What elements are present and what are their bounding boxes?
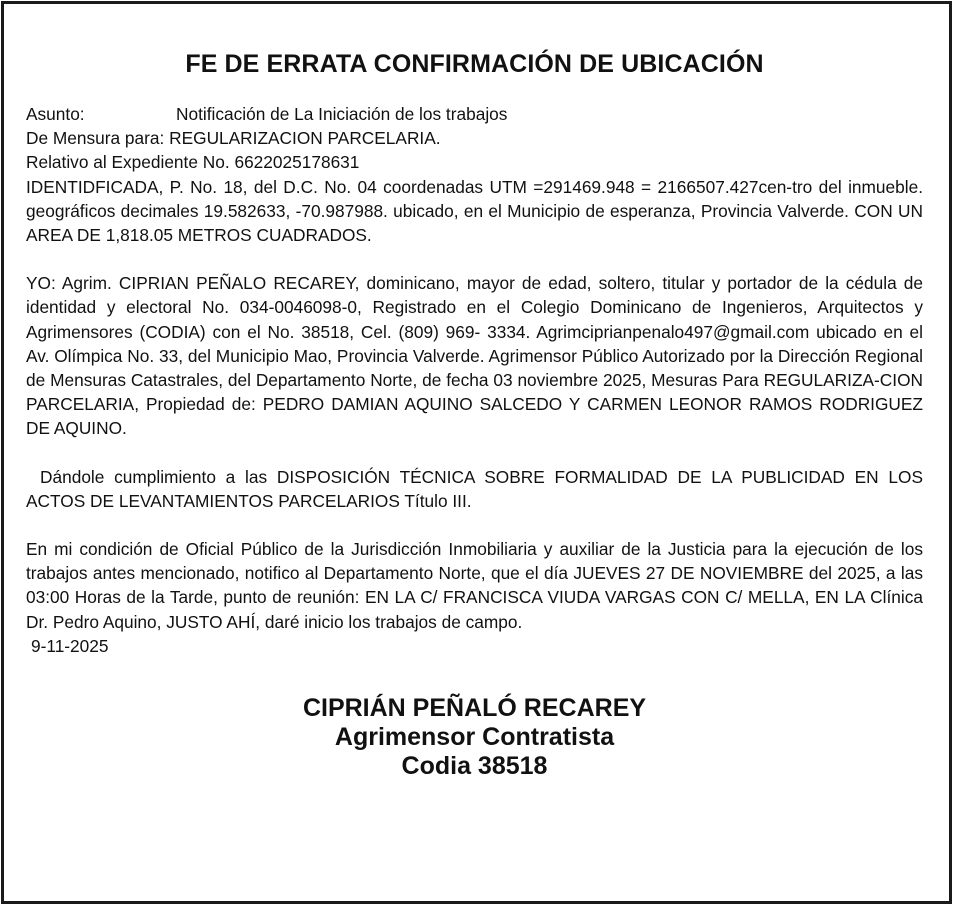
asunto-label: Asunto: [26, 104, 85, 124]
identificada-paragraph: IDENTIDFICADA, P. No. 18, del D.C. No. 04 coordenadas UTM =291469.948 = 2166507.427cen-tro del inmueble. geográficos decimales 19.582633, -70.987988. ubicado, en el Municipio de esperanza, Provincia Valverde. CON UN AREA DE 1,818.05 METROS CUADRADOS. [26, 176, 923, 246]
disposicion-paragraph: Dándole cumplimiento a las DISPOSICIÓN TÉCNICA SOBRE FORMALIDAD DE LA PUBLICIDAD EN LOS ACTOS DE LEVANTAMIENTOS PARCELARIOS Título III. [26, 466, 923, 511]
signature-role: Agrimensor Contratista [334, 723, 615, 752]
asunto-text: Notificación de La Iniciación de los trabajos [176, 104, 508, 124]
asunto-line [26, 102, 923, 126]
notice-date: 9-11-2025 [31, 635, 109, 656]
notice-frame [1, 1, 952, 904]
condicion-paragraph: En mi condición de Oficial Público de la Jurisdicción Inmobiliaria y auxiliar de la Justicia para la ejecución de los trabajos antes mencionado, notifico al Departamento Norte, que el día JUEVES 27 DE NOVIEMBRE del 2025, a las 03:00 Horas de la Tarde, punto de reunión: EN LA C/ FRANCISCA VIUDA VARGAS CON C/ MELLA, EN LA Clínica Dr. Pedro Aquino, JUSTO AHÍ, daré inicio los trabajos de campo. [26, 539, 923, 632]
expediente-line: Relativo al Expediente No. 6622025178631 [26, 152, 360, 173]
signature-name: CIPRIÁN PEÑALÓ RECAREY [302, 694, 647, 723]
notice-document [26, 4, 923, 781]
notice-title: FE DE ERRATA CONFIRMACIÓN DE UBICACIÓN [185, 50, 764, 78]
yo-paragraph: YO: Agrim. CIPRIAN PEÑALO RECAREY, dominicano, mayor de edad, soltero, titular y portador de la cédula de identidad y electoral No. 034-0046098-0, Registrado en el Colegio Dominicano de Ingenieros, Arquitectos y Agrimensores (CODIA) con el No. 38518, Cel. (809) 969- 3334. Agrimciprianpenalo497@gmail.com ubicado en el Av. Olímpica No. 33, del Municipio Mao, Provincia Valverde. Agrimensor Público Autorizado por la Dirección Regional de Mensuras Catastrales, del Departamento Norte, de fecha 03 noviembre 2025, Mesuras Para REGULARIZA-CION PARCELARIA, Propiedad de: PEDRO DAMIAN AQUINO SALCEDO Y CARMEN LEONOR RAMOS RODRIGUEZ DE AQUINO. [26, 273, 923, 439]
signature-block [26, 694, 923, 781]
signature-codia: Codia 38518 [401, 752, 548, 781]
header-block [26, 102, 923, 247]
mensura-line: De Mensura para: REGULARIZACION PARCELARIA. [26, 128, 441, 149]
